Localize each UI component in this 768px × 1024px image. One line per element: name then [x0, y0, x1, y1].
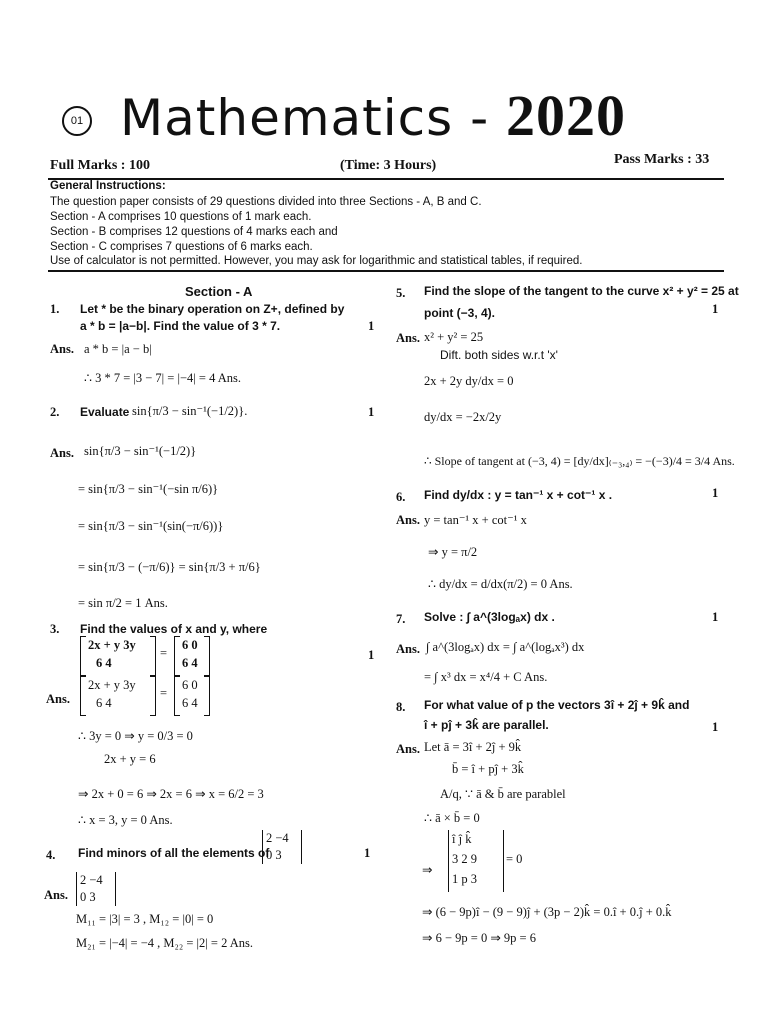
answer-line: y = tan⁻¹ x + cot⁻¹ x — [424, 513, 527, 527]
answer-line: = sin{π/3 − sin⁻¹(−sin π/6)} — [78, 482, 219, 496]
question-number: 7. — [396, 612, 406, 626]
question-number: 2. — [50, 405, 60, 419]
question-marks: 1 — [368, 319, 375, 333]
answer-line: ∴ x = 3, y = 0 Ans. — [78, 813, 173, 827]
question-marks: 1 — [712, 610, 719, 624]
answer-line: = sin{π/3 − sin⁻¹(sin(−π/6))} — [78, 519, 224, 533]
matrix-row: 6 4 — [96, 656, 112, 670]
matrix-row: 6 0 — [182, 678, 198, 692]
question-text: point (−3, 4). — [424, 306, 496, 320]
question-marks: 1 — [712, 486, 719, 500]
answer-line: ⇒ 2x + 0 = 6 ⇒ 2x = 6 ⇒ x = 6/2 = 3 — [78, 787, 264, 801]
question-marks: 1 — [368, 405, 375, 419]
matrix-bracket — [150, 636, 156, 676]
answer-line: M₁₁ = |3| = 3 , M₁₂ = |0| = 0 — [76, 912, 214, 926]
answer-line: Dift. both sides w.r.t 'x' — [440, 348, 558, 362]
question-number: 8. — [396, 700, 406, 714]
divider — [48, 270, 724, 272]
determinant-row: 0 3 — [80, 890, 96, 904]
matrix-bracket — [174, 676, 180, 716]
answer-line: = sin{π/3 − (−π/6)} = sin{π/3 + π/6} — [78, 560, 261, 574]
answer-line: ⇒ 6 − 9p = 0 ⇒ 9p = 6 — [422, 931, 536, 945]
matrix-bracket — [204, 636, 210, 676]
answer-line: b̄ = î + pĵ + 3k̂ — [452, 762, 524, 776]
answer-label: Ans. — [50, 342, 74, 356]
answer-line: ⇒ (6 − 9p)î − (9 − 9)ĵ + (3p − 2)k̂ = 0.î + 0.ĵ + 0.k̂ — [422, 905, 672, 919]
matrix-bracket — [80, 676, 86, 716]
instruction-line: The question paper consists of 29 questions divided into three Sections - A, B and C. — [50, 196, 482, 208]
answer-label: Ans. — [44, 888, 68, 902]
matrix-row: 6 4 — [182, 696, 198, 710]
question-text: Find the slope of the tangent to the curve x² + y² = 25 at — [424, 284, 739, 298]
answer-line: dy/dx = −2x/2y — [424, 410, 502, 424]
determinant-row: 1 p 3 — [452, 872, 477, 886]
matrix-bracket — [174, 636, 180, 676]
answer-line: M₂₁ = |−4| = −4 , M₂₂ = |2| = 2 Ans. — [76, 936, 254, 950]
matrix-row: 6 0 — [182, 638, 198, 652]
question-text: For what value of p the vectors 3î + 2ĵ + 9k̂ and — [424, 698, 690, 712]
answer-label: Ans. — [50, 446, 74, 460]
subject-title: Mathematics - — [120, 89, 507, 147]
question-number: 5. — [396, 286, 406, 300]
answer-line: x² + y² = 25 — [424, 330, 484, 344]
equals-sign: = — [160, 646, 168, 660]
answer-label: Ans. — [396, 642, 420, 656]
answer-line: ∫ a^(3logₐx) dx = ∫ a^(logₐx³) dx — [426, 640, 585, 654]
year-title: 2020 — [506, 83, 627, 148]
matrix-row: 2x + y 3y — [88, 638, 136, 652]
answer-line: = ∫ x³ dx = x⁴/4 + C Ans. — [424, 670, 548, 684]
determinant-row: 2 −4 — [266, 831, 289, 845]
answer-line: ∴ ā × b̄ = 0 — [424, 811, 480, 825]
answer-line: sin{π/3 − sin⁻¹(−1/2)} — [84, 444, 197, 458]
answer-line: Let ā = 3î + 2ĵ + 9k̂ — [424, 740, 522, 754]
question-paper-number-badge: 01 — [62, 106, 92, 136]
answer-line: ⇒ y = π/2 — [428, 545, 478, 559]
question-marks: 1 — [364, 846, 371, 860]
question-text: Find the values of x and y, where — [80, 622, 268, 636]
instruction-line: Section - B comprises 12 questions of 4 marks each and — [50, 226, 338, 238]
question-marks: 1 — [368, 648, 375, 662]
page-title — [120, 82, 626, 149]
question-text: Find dy/dx : y = tan⁻¹ x + cot⁻¹ x . — [424, 488, 613, 502]
pass-marks: Pass Marks : 33 — [614, 152, 710, 167]
answer-line: 2x + 2y dy/dx = 0 — [424, 374, 514, 388]
instructions-title: General Instructions: — [50, 180, 166, 192]
matrix-bracket — [150, 676, 156, 716]
answer-line: ∴ dy/dx = d/dx(π/2) = 0 Ans. — [428, 577, 573, 591]
answer-label: Ans. — [396, 742, 420, 756]
determinant-row: 3 2 9 — [452, 852, 477, 866]
section-title: Section - A — [185, 284, 253, 299]
question-number: 3. — [50, 622, 60, 636]
instruction-line: Section - A comprises 10 questions of 1 mark each. — [50, 211, 312, 223]
equals-sign: = — [160, 686, 168, 700]
determinant-row: 0 3 — [266, 848, 282, 862]
determinant-row: î ĵ k̂ — [452, 832, 472, 846]
question-text: î + pĵ + 3k̂ are parallel. — [424, 718, 549, 732]
question-text: Solve : ∫ a^(3logₐx) dx . — [424, 610, 555, 624]
question-expression: sin{π/3 − sin⁻¹(−1/2)}. — [132, 404, 248, 418]
answer-label: Ans. — [46, 692, 70, 706]
implies-sign: ⇒ — [422, 863, 433, 877]
time-allowed: (Time: 3 Hours) — [340, 158, 437, 173]
equals-zero: = 0 — [506, 852, 523, 866]
instruction-line: Use of calculator is not permitted. However, you may ask for logarithmic and statistical tables, if required. — [50, 255, 583, 267]
question-number: 4. — [46, 848, 56, 862]
answer-line: 2x + y = 6 — [104, 752, 156, 766]
matrix-row: 6 4 — [182, 656, 198, 670]
question-number: 1. — [50, 302, 60, 316]
question-text: Let * be the binary operation on Z+, defined by — [80, 302, 345, 316]
instruction-line: Section - C comprises 7 questions of 6 marks each. — [50, 241, 313, 253]
question-marks: 1 — [712, 302, 719, 316]
answer-line: ∴ Slope of tangent at (−3, 4) = [dy/dx]₍₋₃,₄₎ = −(−3)/4 = 3/4 Ans. — [424, 454, 735, 468]
matrix-row: 2x + y 3y — [88, 678, 136, 692]
answer-line: a * b = |a − b| — [84, 342, 152, 356]
answer-line: = sin π/2 = 1 Ans. — [78, 596, 168, 610]
question-text: Find minors of all the elements of — [78, 846, 270, 860]
answer-line: ∴ 3 * 7 = |3 − 7| = |−4| = 4 Ans. — [84, 371, 242, 385]
answer-line: ∴ 3y = 0 ⇒ y = 0/3 = 0 — [78, 729, 193, 743]
answer-label: Ans. — [396, 331, 420, 345]
question-text: Evaluate — [80, 405, 130, 419]
question-text: a * b = |a−b|. Find the value of 3 * 7. — [80, 319, 281, 333]
question-marks: 1 — [712, 720, 719, 734]
full-marks: Full Marks : 100 — [50, 158, 150, 173]
matrix-bracket — [80, 636, 86, 676]
question-number: 6. — [396, 490, 406, 504]
answer-label: Ans. — [396, 513, 420, 527]
determinant-row: 2 −4 — [80, 873, 103, 887]
matrix-bracket — [204, 676, 210, 716]
answer-line: A/q, ∵ ā & b̄ are parablel — [440, 787, 566, 801]
matrix-row: 6 4 — [96, 696, 112, 710]
